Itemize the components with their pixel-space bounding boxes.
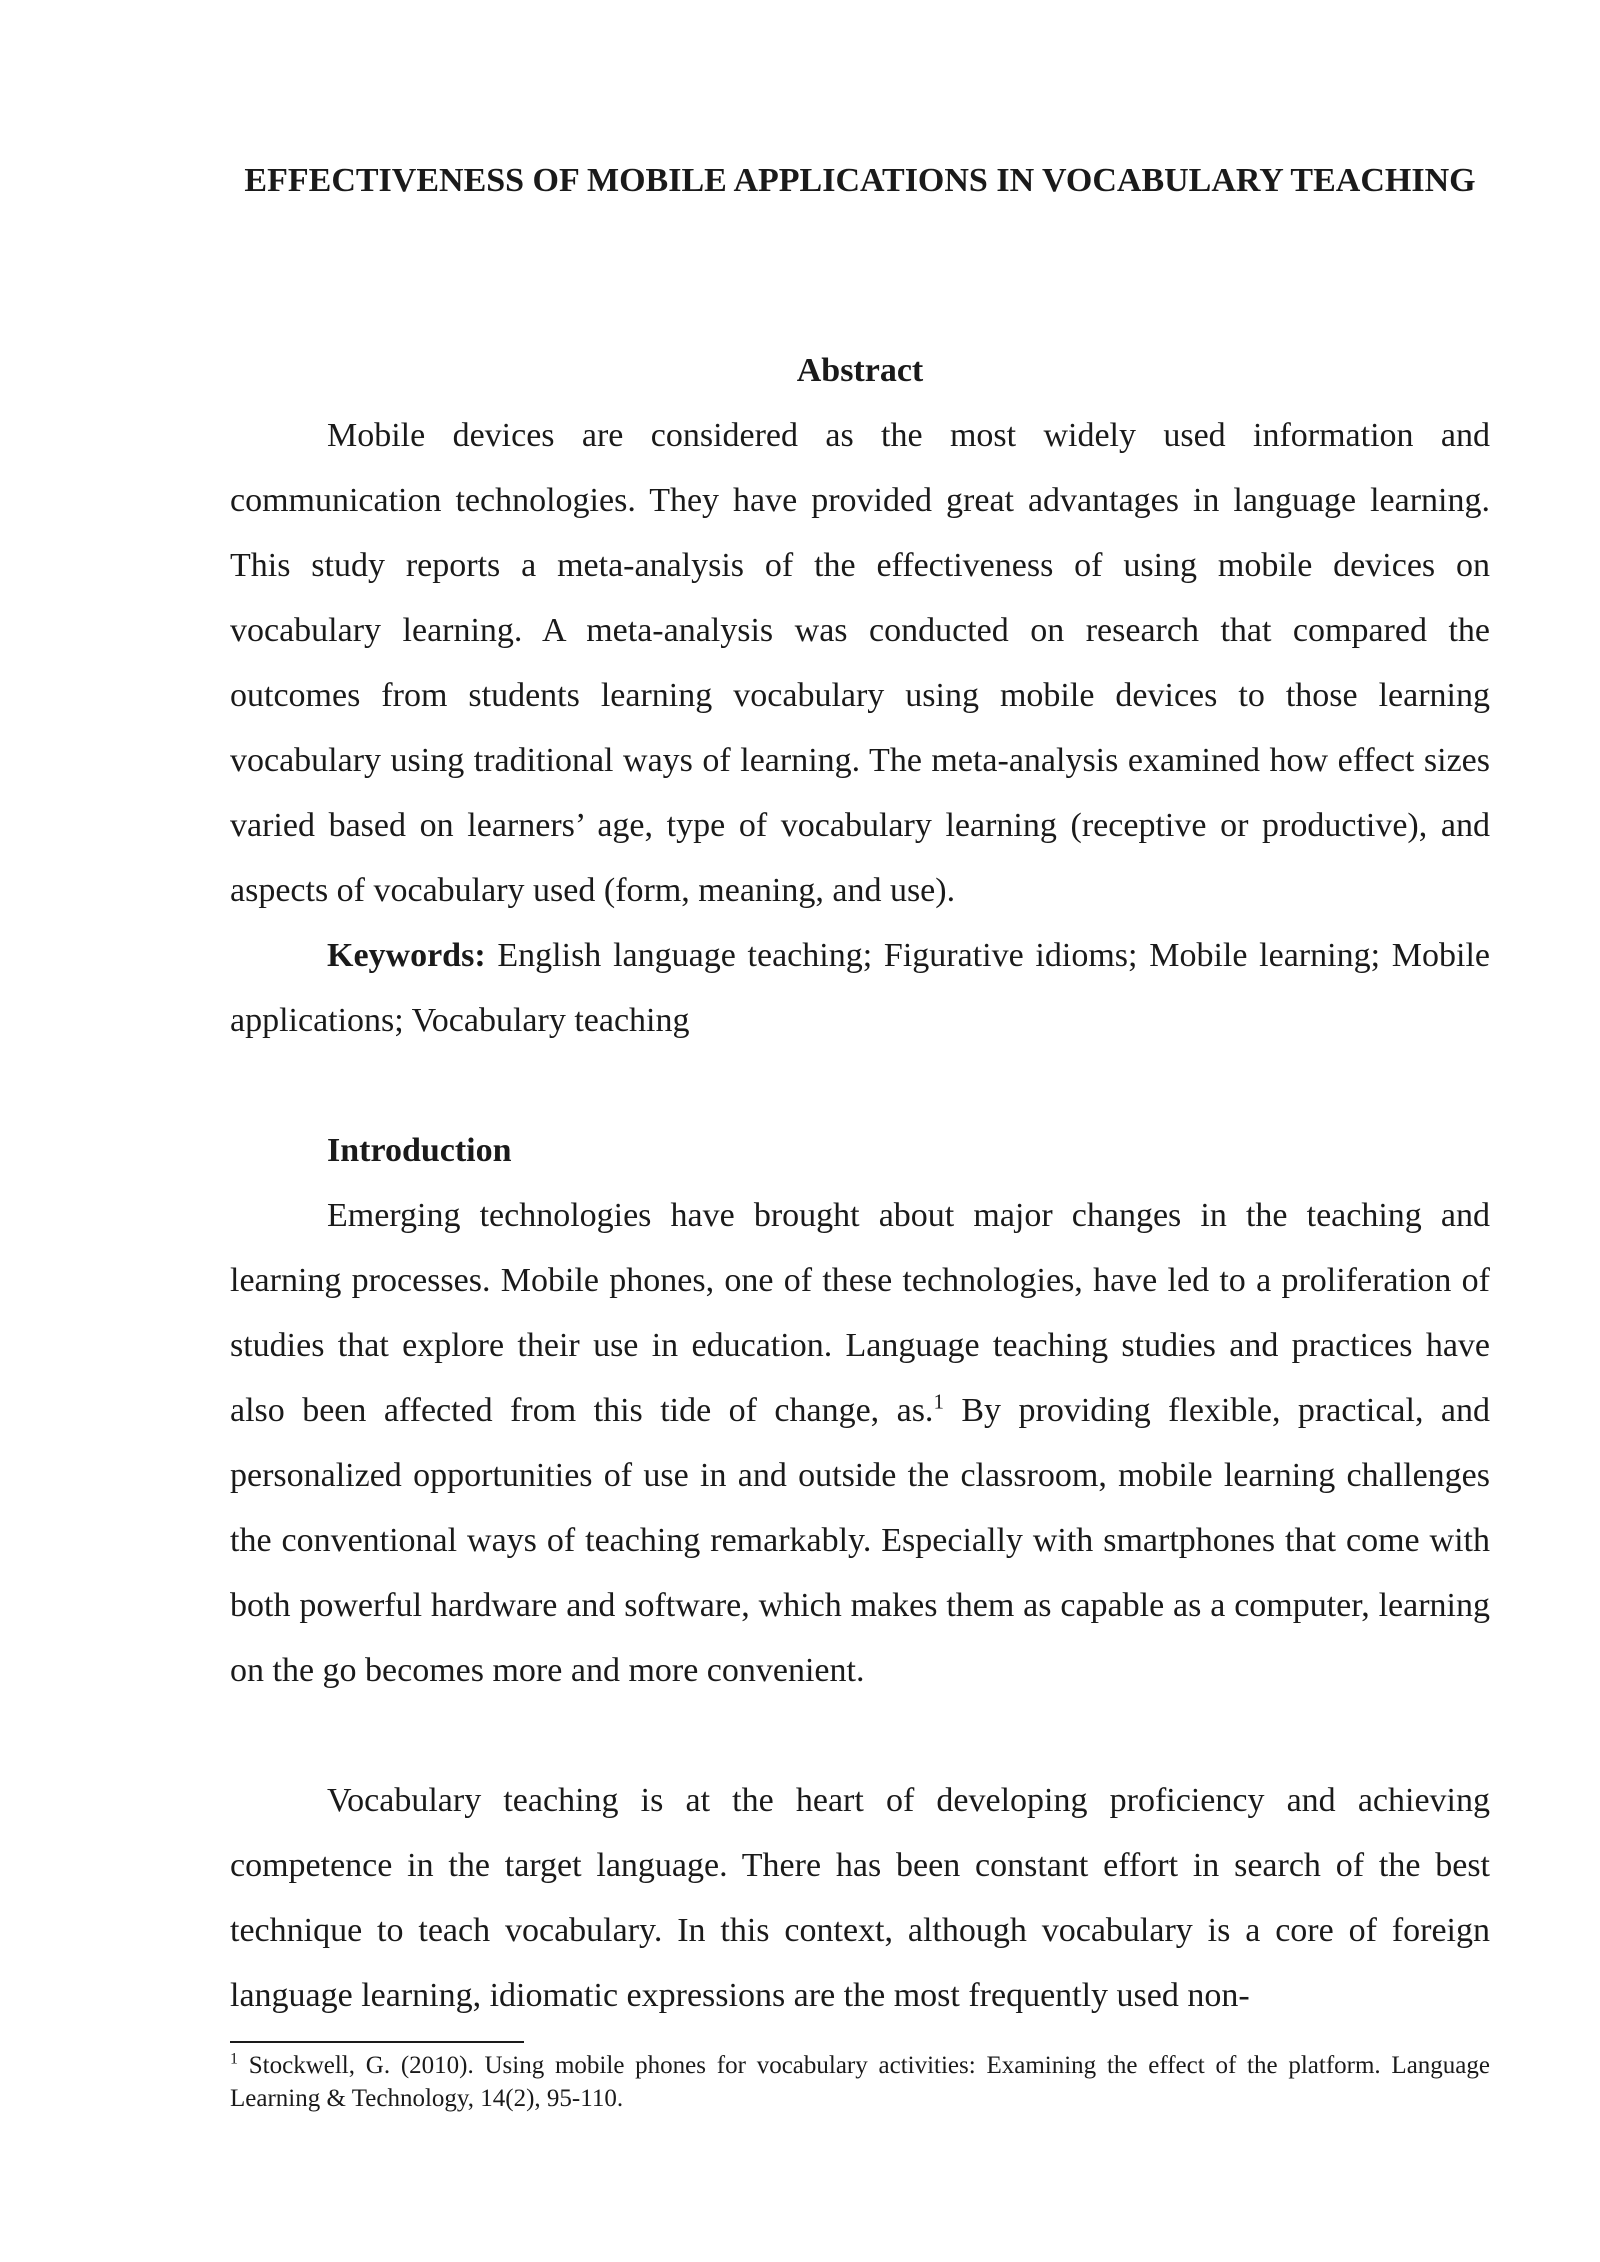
introduction-paragraph-2: Vocabulary teaching is at the heart of developing proficiency and achieving competence in the target language. There has been constant effort in search of the best technique to teach vocabulary. In this context, although vocabulary is a core of foreign language learning, idiomatic expressions are the most frequently used non- <box>230 1782 1490 2014</box>
keywords-label: Keywords: <box>327 937 486 974</box>
introduction-p1-text-b: By providing flexible, practical, and personalized opportunities of use in and outside the classroom, mobile learning challenges the conventional ways of teaching remarkably. Especially with smartphones that come with both powerful hardware and software, which makes them as capable as a computer, learning on the go becomes more and more convenient. <box>230 1392 1490 1689</box>
introduction-heading: Introduction <box>327 1132 512 1169</box>
abstract-heading: Abstract <box>796 352 924 389</box>
keywords-paragraph <box>230 923 1490 1053</box>
introduction-paragraph-1 <box>230 1183 1490 1703</box>
footnote-reference[interactable]: 1 <box>933 1389 944 1414</box>
abstract-text: Mobile devices are considered as the most widely used information and communication technologies. They have provided great advantages in language learning. This study reports a meta-analysis of the effectiveness of using mobile devices on vocabulary learning. A meta-analysis was conducted on research that compared the outcomes from students learning vocabulary using mobile devices to those learning vocabulary using traditional ways of learning. The meta-analysis examined how effect sizes varied based on learners’ age, type of vocabulary learning (receptive or productive), and aspects of vocabulary used (form, meaning, and use). <box>230 417 1490 909</box>
keywords-text: English language teaching; Figurative idioms; Mobile learning; Mobile applications; Vocabulary teaching <box>230 937 1490 1039</box>
footnote <box>230 2049 1490 2115</box>
footnote-marker: 1 <box>230 2050 238 2068</box>
paper-title: EFFECTIVENESS OF MOBILE APPLICATIONS IN VOCABULARY TEACHING <box>244 162 1476 199</box>
footnote-separator <box>230 2041 524 2043</box>
footnote-text: Stockwell, G. (2010). Using mobile phones for vocabulary activities: Examining the effect of the platform. Language Learning & Technology, 14(2), 95-110. <box>230 2052 1490 2112</box>
introduction-p1-text-a: Emerging technologies have brought about major changes in the teaching and learning processes. Mobile phones, one of these technologies, have led to a proliferation of studies that explore their use in education. Language teaching studies and practices have also been affected from this tide of change, as. <box>230 1197 1490 1429</box>
